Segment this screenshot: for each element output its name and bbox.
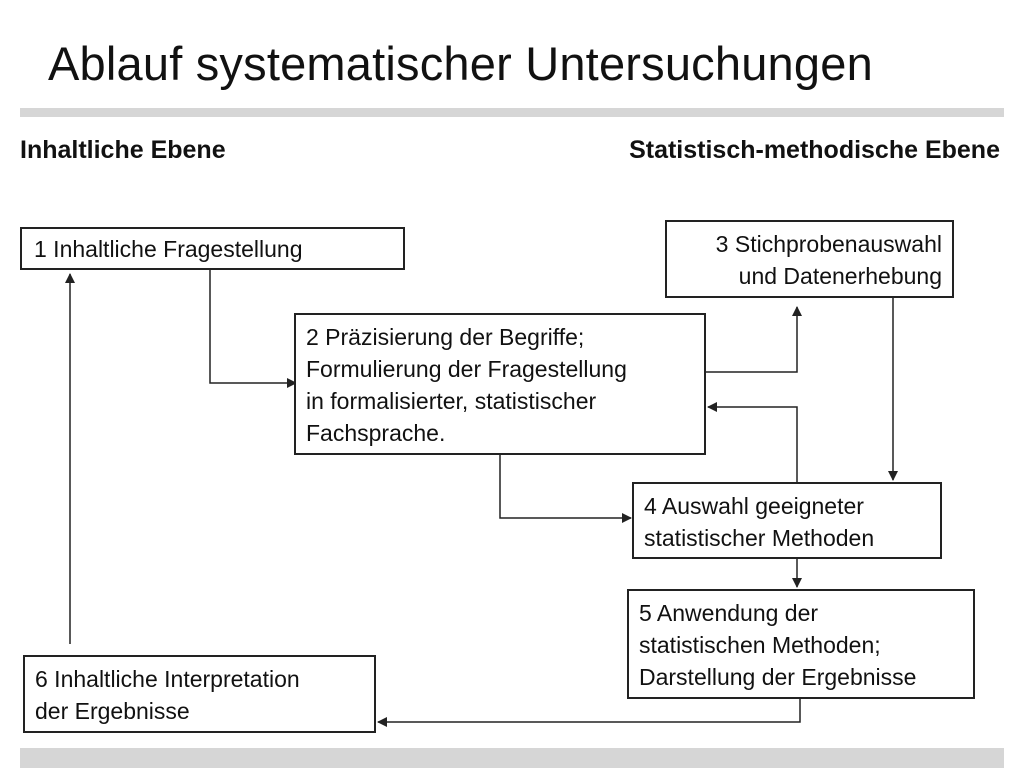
step-6-content-interpretation — [23, 655, 376, 733]
step-6-line: 6 Inhaltliche Interpretation — [35, 666, 300, 692]
column-heading-content-level: Inhaltliche Ebene — [20, 136, 226, 164]
step-5-line: Darstellung der Ergebnisse — [639, 664, 917, 690]
slide-title: Ablauf systematischer Untersuchungen — [48, 37, 873, 90]
footer-bar — [20, 748, 1004, 768]
step-2-concept-specification — [294, 313, 706, 455]
step-3-line: 3 Stichprobenauswahl — [715, 231, 942, 257]
step-1-content-question — [20, 227, 405, 270]
connector-2-to-3 — [706, 307, 797, 372]
connector-2-to-4 — [500, 455, 631, 518]
step-2-line: in formalisierter, statistischer — [306, 388, 597, 414]
step-6-line: der Ergebnisse — [35, 698, 190, 724]
step-2-line: Formulierung der Fragestellung — [306, 356, 627, 382]
connector-4-to-2 — [708, 407, 797, 482]
step-4-line: statistischer Methoden — [644, 525, 875, 551]
step-4-line: 4 Auswahl geeigneter — [644, 493, 864, 519]
step-3-sampling-data-collection — [665, 220, 954, 298]
step-5-line: statistischen Methoden; — [639, 632, 881, 658]
step-5-line: 5 Anwendung der — [639, 600, 819, 626]
step-1-line: 1 Inhaltliche Fragestellung — [34, 236, 303, 262]
connector-1-to-2 — [210, 270, 296, 383]
step-3-line: und Datenerhebung — [738, 263, 942, 289]
step-5-method-application — [627, 589, 975, 699]
step-4-method-selection — [632, 482, 942, 559]
step-2-line: 2 Präzisierung der Begriffe; — [306, 324, 585, 350]
column-heading-statistical-level: Statistisch-methodische Ebene — [629, 136, 1000, 164]
step-2-line: Fachsprache. — [306, 420, 446, 446]
connector-5-to-6 — [378, 698, 800, 722]
